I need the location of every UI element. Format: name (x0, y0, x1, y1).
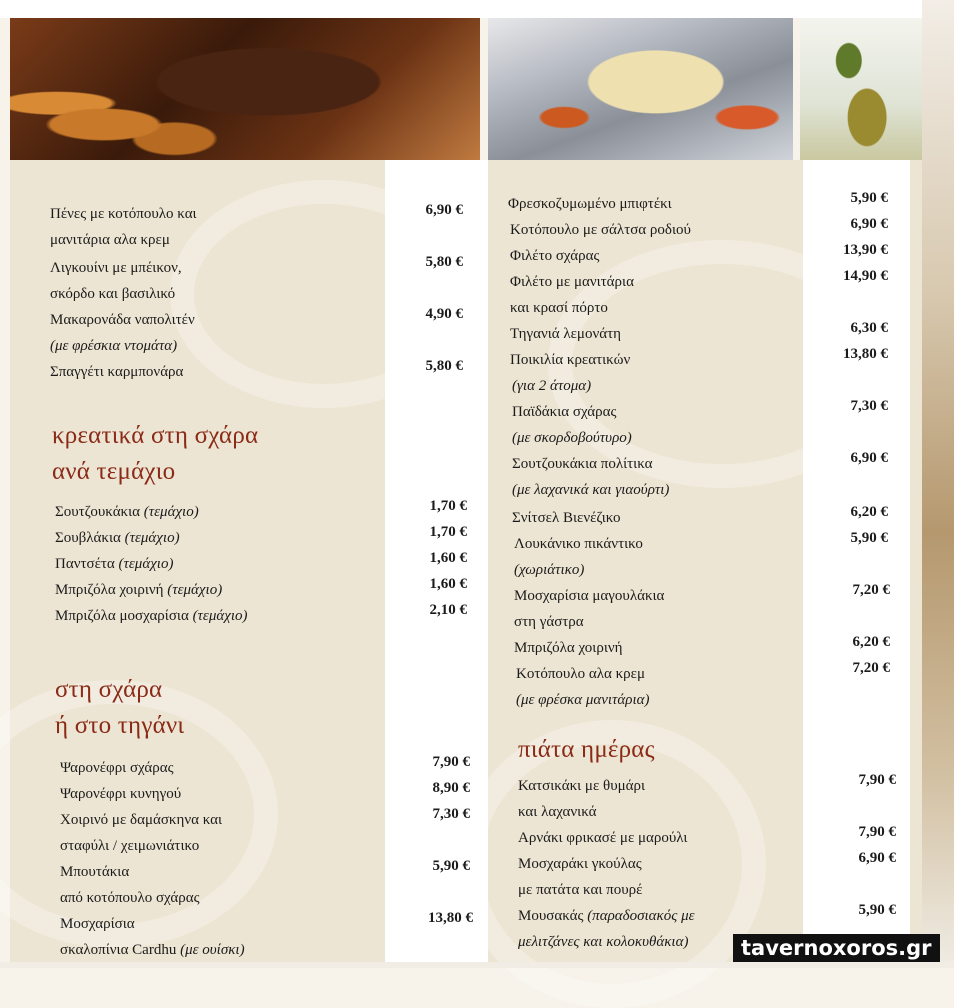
menu-item-price: 6,90 € (858, 850, 896, 866)
section-heading-grill-sub: ανά τεμάχιο (52, 458, 176, 485)
menu-item-name: Χοιρινό με δαμάσκηνα και (60, 812, 223, 828)
menu-item-price: 7,90 € (858, 772, 896, 788)
section-heading-grill: κρεατικά στη σχάρα (52, 422, 259, 449)
menu-item-note: (τεμάχιο) (192, 608, 248, 624)
menu-item-price: 7,30 € (850, 398, 888, 414)
menu-item-name: σταφύλι / χειμωνιάτικο (60, 838, 200, 854)
menu-item-name: Μπριζόλα χοιρινή (55, 582, 164, 598)
menu-item-row (60, 942, 245, 959)
menu-item-price: 6,90 € (425, 202, 463, 218)
menu-item-name: Σουτζουκάκια πολίτικα (512, 456, 653, 472)
menu-item-name: Σπαγγέτι καρμπονάρα (50, 364, 184, 380)
menu-item-price: 1,60 € (429, 576, 467, 592)
menu-item-name: Μοσχαρίσια μαγουλάκια (514, 588, 665, 604)
grilled-meat-photo (10, 18, 480, 160)
menu-item-price: 4,90 € (425, 306, 463, 322)
menu-item-price: 6,20 € (850, 504, 888, 520)
menu-item-name: Φιλέτο σχάρας (510, 248, 600, 264)
menu-item-name: και κρασί πόρτο (510, 300, 608, 316)
menu-item-name: Λιγκουίνι με μπέικον, (50, 260, 182, 276)
menu-item-name: Λουκάνικο πικάντικο (514, 536, 643, 552)
top-band (0, 0, 954, 18)
menu-item-note: (για 2 άτομα) (512, 378, 592, 394)
menu-item-price: 1,70 € (429, 524, 467, 540)
menu-item-price: 2,10 € (429, 602, 467, 618)
menu-item-price: 8,90 € (432, 780, 470, 796)
menu-item-note: (με λαχανικά και γιαούρτι) (512, 482, 670, 498)
menu-item-price: 14,90 € (843, 268, 888, 284)
menu-item-name: μανιτάρια αλα κρεμ (50, 232, 170, 248)
menu-item-note: (τεμάχιο) (167, 582, 223, 598)
menu-item-name: Φρεσκοζυμωμένο μπιφτέκι (508, 196, 672, 212)
menu-item-name: Σνίτσελ Βιενέζικο (512, 510, 621, 526)
menu-item-price: 6,90 € (850, 450, 888, 466)
menu-item-row (518, 908, 695, 925)
menu-item-name: Πένες με κοτόπουλο και (50, 206, 197, 222)
menu-item-note: (με σκορδοβούτυρο) (512, 430, 632, 446)
menu-item-price: 5,90 € (850, 190, 888, 206)
menu-item-price: 7,20 € (852, 660, 890, 676)
menu-item-name: Μοσχαρίσια (60, 916, 135, 932)
menu-item-price: 7,20 € (852, 582, 890, 598)
menu-item-row (55, 504, 199, 521)
menu-item-price: 7,90 € (432, 754, 470, 770)
menu-item-name: Μπριζόλα χοιρινή (514, 640, 623, 656)
menu-item-name: Ποικιλία κρεατικών (510, 352, 631, 368)
menu-item-name: Αρνάκι φρικασέ με μαρούλι (518, 830, 688, 846)
menu-item-name: Μοσχαράκι γκούλας (518, 856, 642, 872)
menu-item-price: 13,90 € (843, 242, 888, 258)
site-watermark: tavernoxoros.gr (733, 934, 940, 962)
menu-item-note: (παραδοσιακός με (587, 908, 695, 924)
menu-item-name: Ψαρονέφρι σχάρας (60, 760, 174, 776)
menu-item-row (55, 608, 248, 625)
menu-item-price: 5,90 € (858, 902, 896, 918)
menu-item-note: (χωριάτικο) (514, 562, 585, 578)
menu-item-name: Παντσέτα (55, 556, 115, 572)
menu-item-name: Παϊδάκια σχάρας (512, 404, 617, 420)
menu-item-name: Κοτόπουλο αλα κρεμ (516, 666, 646, 682)
menu-item-price: 5,90 € (850, 530, 888, 546)
menu-item-price: 6,30 € (850, 320, 888, 336)
menu-item-note: (τεμάχιο) (124, 530, 180, 546)
menu-item-name: από κοτόπουλο σχάρας (60, 890, 200, 906)
menu-item-name: Σουβλάκια (55, 530, 121, 546)
menu-item-name: Μπουτάκια (60, 864, 130, 880)
menu-item-name: στη γάστρα (514, 614, 584, 630)
menu-item-name: Σουτζουκάκια (55, 504, 141, 520)
menu-item-note: (τεμάχιο) (143, 504, 199, 520)
menu-item-price: 13,80 € (843, 346, 888, 362)
menu-item-row (55, 530, 180, 547)
menu-item-price: 5,80 € (425, 358, 463, 374)
menu-item-row (55, 582, 222, 599)
menu-item-note: (με φρέσκια ντομάτα) (50, 338, 178, 354)
menu-item-price: 6,90 € (850, 216, 888, 232)
menu-item-name: και λαχανικά (518, 804, 597, 820)
menu-item-note: (με φρέσκα μανιτάρια) (516, 692, 650, 708)
menu-item-price: 1,60 € (429, 550, 467, 566)
menu-item-name: Μπριζόλα μοσχαρίσια (55, 608, 189, 624)
menu-item-name: Μουσακάς (518, 908, 584, 924)
olive-oil-photo (800, 18, 922, 160)
section-heading-pan-sub: ή στο τηγάνι (55, 712, 185, 739)
menu-item-name: σκόρδο και βασιλικό (50, 286, 176, 302)
baked-fish-photo (488, 18, 793, 160)
menu-item-name: με πατάτα και πουρέ (518, 882, 643, 898)
page-edge-strip (922, 0, 954, 968)
menu-item-name: Κοτόπουλο με σάλτσα ροδιού (510, 222, 691, 238)
menu-item-price: 1,70 € (429, 498, 467, 514)
menu-item-note: μελιτζάνες και κολοκυθάκια) (518, 934, 689, 950)
section-heading-daily: πιάτα ημέρας (518, 736, 655, 763)
menu-item-price: 7,30 € (432, 806, 470, 822)
menu-item-price: 5,90 € (432, 858, 470, 874)
bottom-band (0, 962, 954, 968)
menu-item-name: Κατσικάκι με θυμάρι (518, 778, 646, 794)
menu-item-row (55, 556, 173, 573)
menu-item-name: σκαλοπίνια Cardhu (60, 942, 177, 958)
menu-item-name: Ψαρονέφρι κυνηγού (60, 786, 182, 802)
menu-item-name: Μακαρονάδα ναπολιτέν (50, 312, 195, 328)
menu-item-name: Φιλέτο με μανιτάρια (510, 274, 634, 290)
menu-item-note: (τεμάχιο) (118, 556, 174, 572)
menu-item-note: (με ουίσκι) (180, 942, 245, 958)
menu-item-price: 5,80 € (425, 254, 463, 270)
menu-item-price: 7,90 € (858, 824, 896, 840)
menu-item-name: Τηγανιά λεμονάτη (510, 326, 621, 342)
section-heading-pan: στη σχάρα (55, 676, 163, 703)
menu-item-price: 13,80 € (428, 910, 473, 926)
menu-item-price: 6,20 € (852, 634, 890, 650)
right-panel-edge (910, 160, 922, 968)
